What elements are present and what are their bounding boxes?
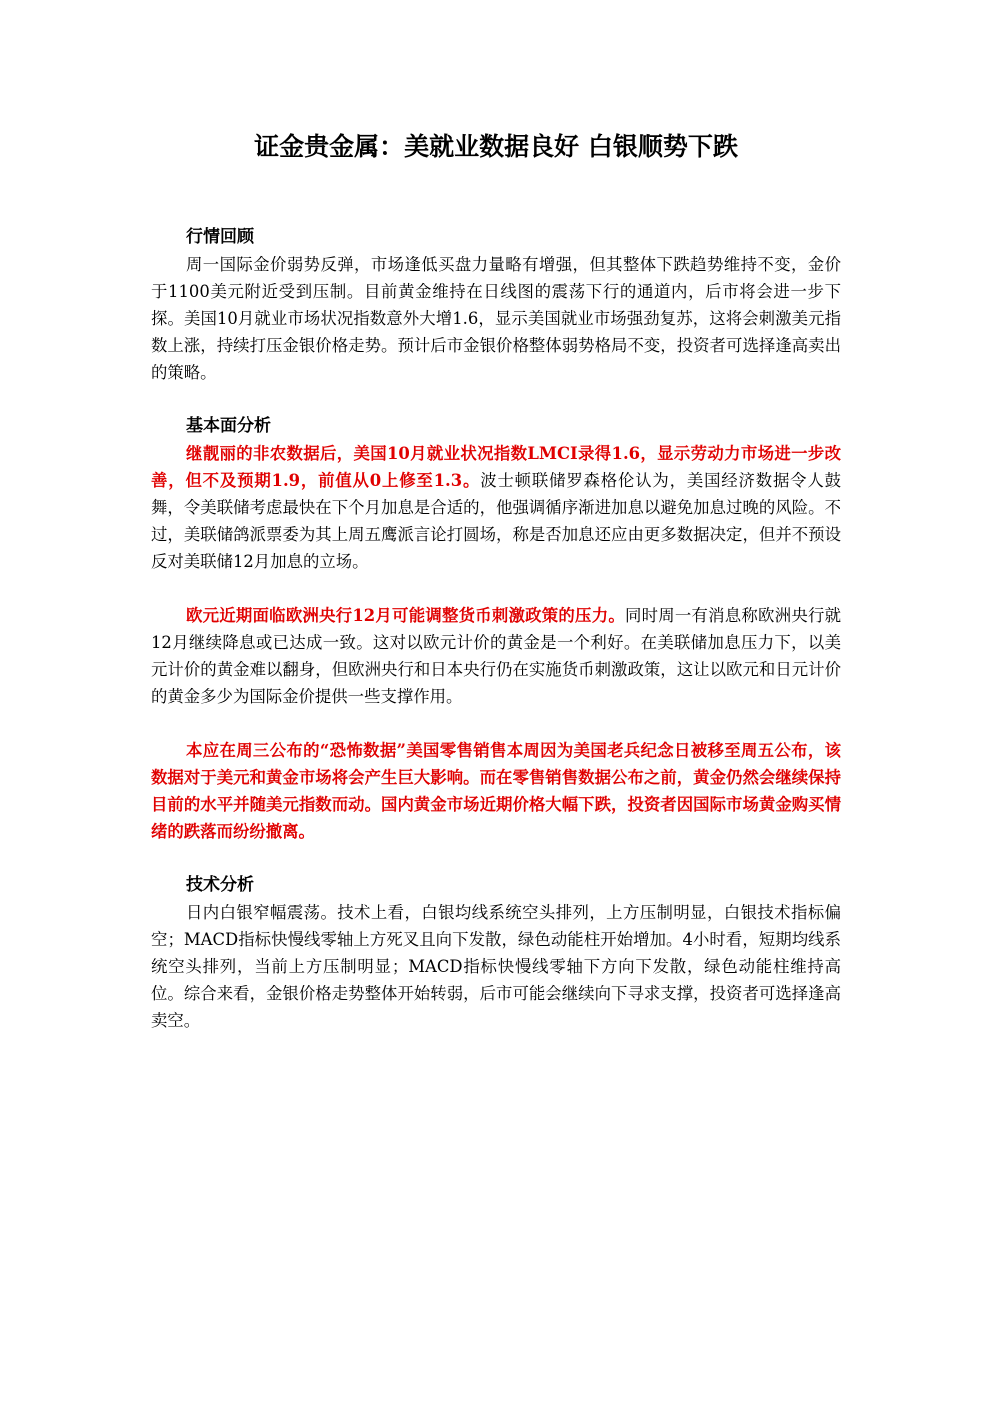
section-heading: 行情回顾: [186, 227, 254, 247]
document-body: [151, 224, 841, 1034]
spacer: [151, 845, 841, 872]
paragraph-highlight: 欧元近期面临欧洲央行12月可能调整货币刺激政策的压力。: [186, 606, 625, 625]
paragraph: [151, 737, 841, 845]
section-heading: 基本面分析: [186, 416, 271, 436]
paragraph-highlight: 本应在周三公布的“恐怖数据”美国零售销售本周因为美国老兵纪念日被移至周五公布，该数据对于美元和黄金市场将会产生巨大影响。而在零售销售数据公布之前，黄金仍然会继续保持目前的水平并随美元指数而动。国内黄金市场近期价格大幅下跌，投资者因国际市场黄金购买情绪的跌落而纷纷撤离。: [151, 741, 841, 841]
paragraph-text: 日内白银窄幅震荡。技术上看，白银均线系统空头排列，上方压制明显，白银技术指标偏空；MACD指标快慢线零轴上方死叉且向下发散，绿色动能柱开始增加。4小时看，短期均线系统空头排列，当前上方压制明显；MACD指标快慢线零轴下方向下发散，绿色动能柱维持高位。综合来看，金银价格走势整体开始转弱，后市可能会继续向下寻求支撑，投资者可选择逢高卖空。: [151, 903, 841, 1030]
paragraph-text: 波士顿联储罗森格伦认为，美国经济数据令人鼓舞，令美联储考虑最快在下个月加息是合适的，他强调循序渐进加息以避免加息过晚的风险。不过，美联储鸽派票委为其上周五鹰派言论打圆场，称是否加息还应由更多数据决定，但并不预设反对美联储12月加息的立场。: [151, 471, 841, 571]
section-market-review: [151, 224, 841, 386]
paragraph: [151, 251, 841, 386]
paragraph-highlight: 继靓丽的非农数据后，美国10月就业状况指数LMCI录得1.6，显示劳动力市场进一步改善，但不及预期1.9，前值从0上修至1.3。: [151, 444, 841, 490]
document-title: 证金贵金属：美就业数据良好 白银顺势下跌: [254, 132, 738, 161]
paragraph-text: 周一国际金价弱势反弹，市场逢低买盘力量略有增强，但其整体下跌趋势维持不变，金价于1100美元附近受到压制。目前黄金维持在日线图的震荡下行的通道内，后市将会进一步下探。美国10月就业市场状况指数意外大增1.6，显示美国就业市场强劲复苏，这将会刺激美元指数上涨，持续打压金银价格走势。预计后市金银价格整体弱势格局不变，投资者可选择逢高卖出的策略。: [151, 255, 841, 382]
section-technical-analysis: [151, 872, 841, 1034]
paragraph: [151, 602, 841, 710]
spacer: [151, 710, 841, 737]
section-heading: 技术分析: [186, 875, 254, 895]
paragraph-text: 同时周一有消息称欧洲央行就12月继续降息或已达成一致。这对以欧元计价的黄金是一个利好。在美联储加息压力下，以美元计价的黄金难以翻身，但欧洲央行和日本央行仍在实施货币刺激政策，这让以欧元和日元计价的黄金多少为国际金价提供一些支撑作用。: [151, 606, 841, 706]
spacer: [151, 386, 841, 413]
spacer: [151, 575, 841, 602]
section-fundamental-analysis: [151, 413, 841, 845]
paragraph: [151, 899, 841, 1034]
paragraph: [151, 440, 841, 575]
